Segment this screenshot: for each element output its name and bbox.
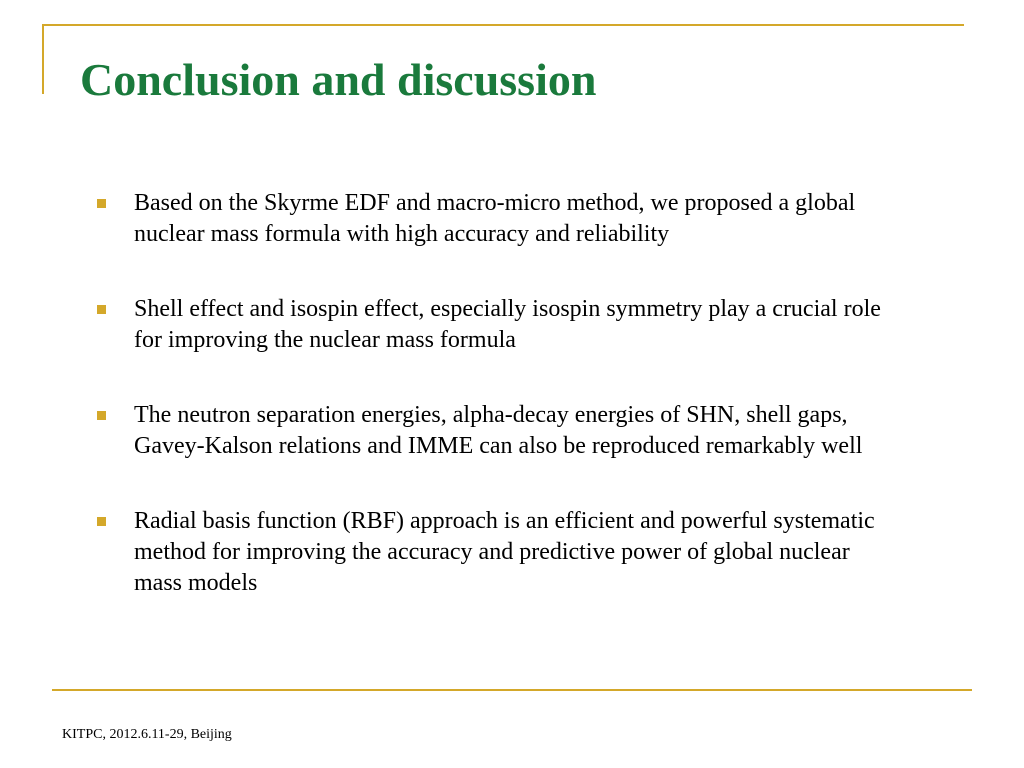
bullet-list [95,188,895,599]
left-border-line [42,24,44,94]
bullet-text: Radial basis function (RBF) approach is an efficient and powerful systematic method for improving the accuracy and predictive power of global nuclear mass models [134,508,875,596]
bullet-item [95,400,895,462]
footer-text: KITPC, 2012.6.11-29, Beijing [62,727,232,742]
bullet-text: Based on the Skyrme EDF and macro-micro method, we proposed a global nuclear mass formula with high accuracy and reliability [134,190,856,247]
slide-title: Conclusion and discussion [80,54,597,105]
square-bullet-icon [97,411,106,420]
footer-divider [52,689,972,691]
bullet-item [95,294,895,356]
square-bullet-icon [97,305,106,314]
bullet-item [95,188,895,250]
top-border-line [42,24,964,26]
square-bullet-icon [97,199,106,208]
bullet-text: Shell effect and isospin effect, especially isospin symmetry play a crucial role for improving the nuclear mass formula [134,296,881,353]
square-bullet-icon [97,517,106,526]
bullet-text: The neutron separation energies, alpha-decay energies of SHN, shell gaps, Gavey-Kalson relations and IMME can also be reproduced remarkably well [134,402,863,459]
bullet-item [95,506,895,599]
